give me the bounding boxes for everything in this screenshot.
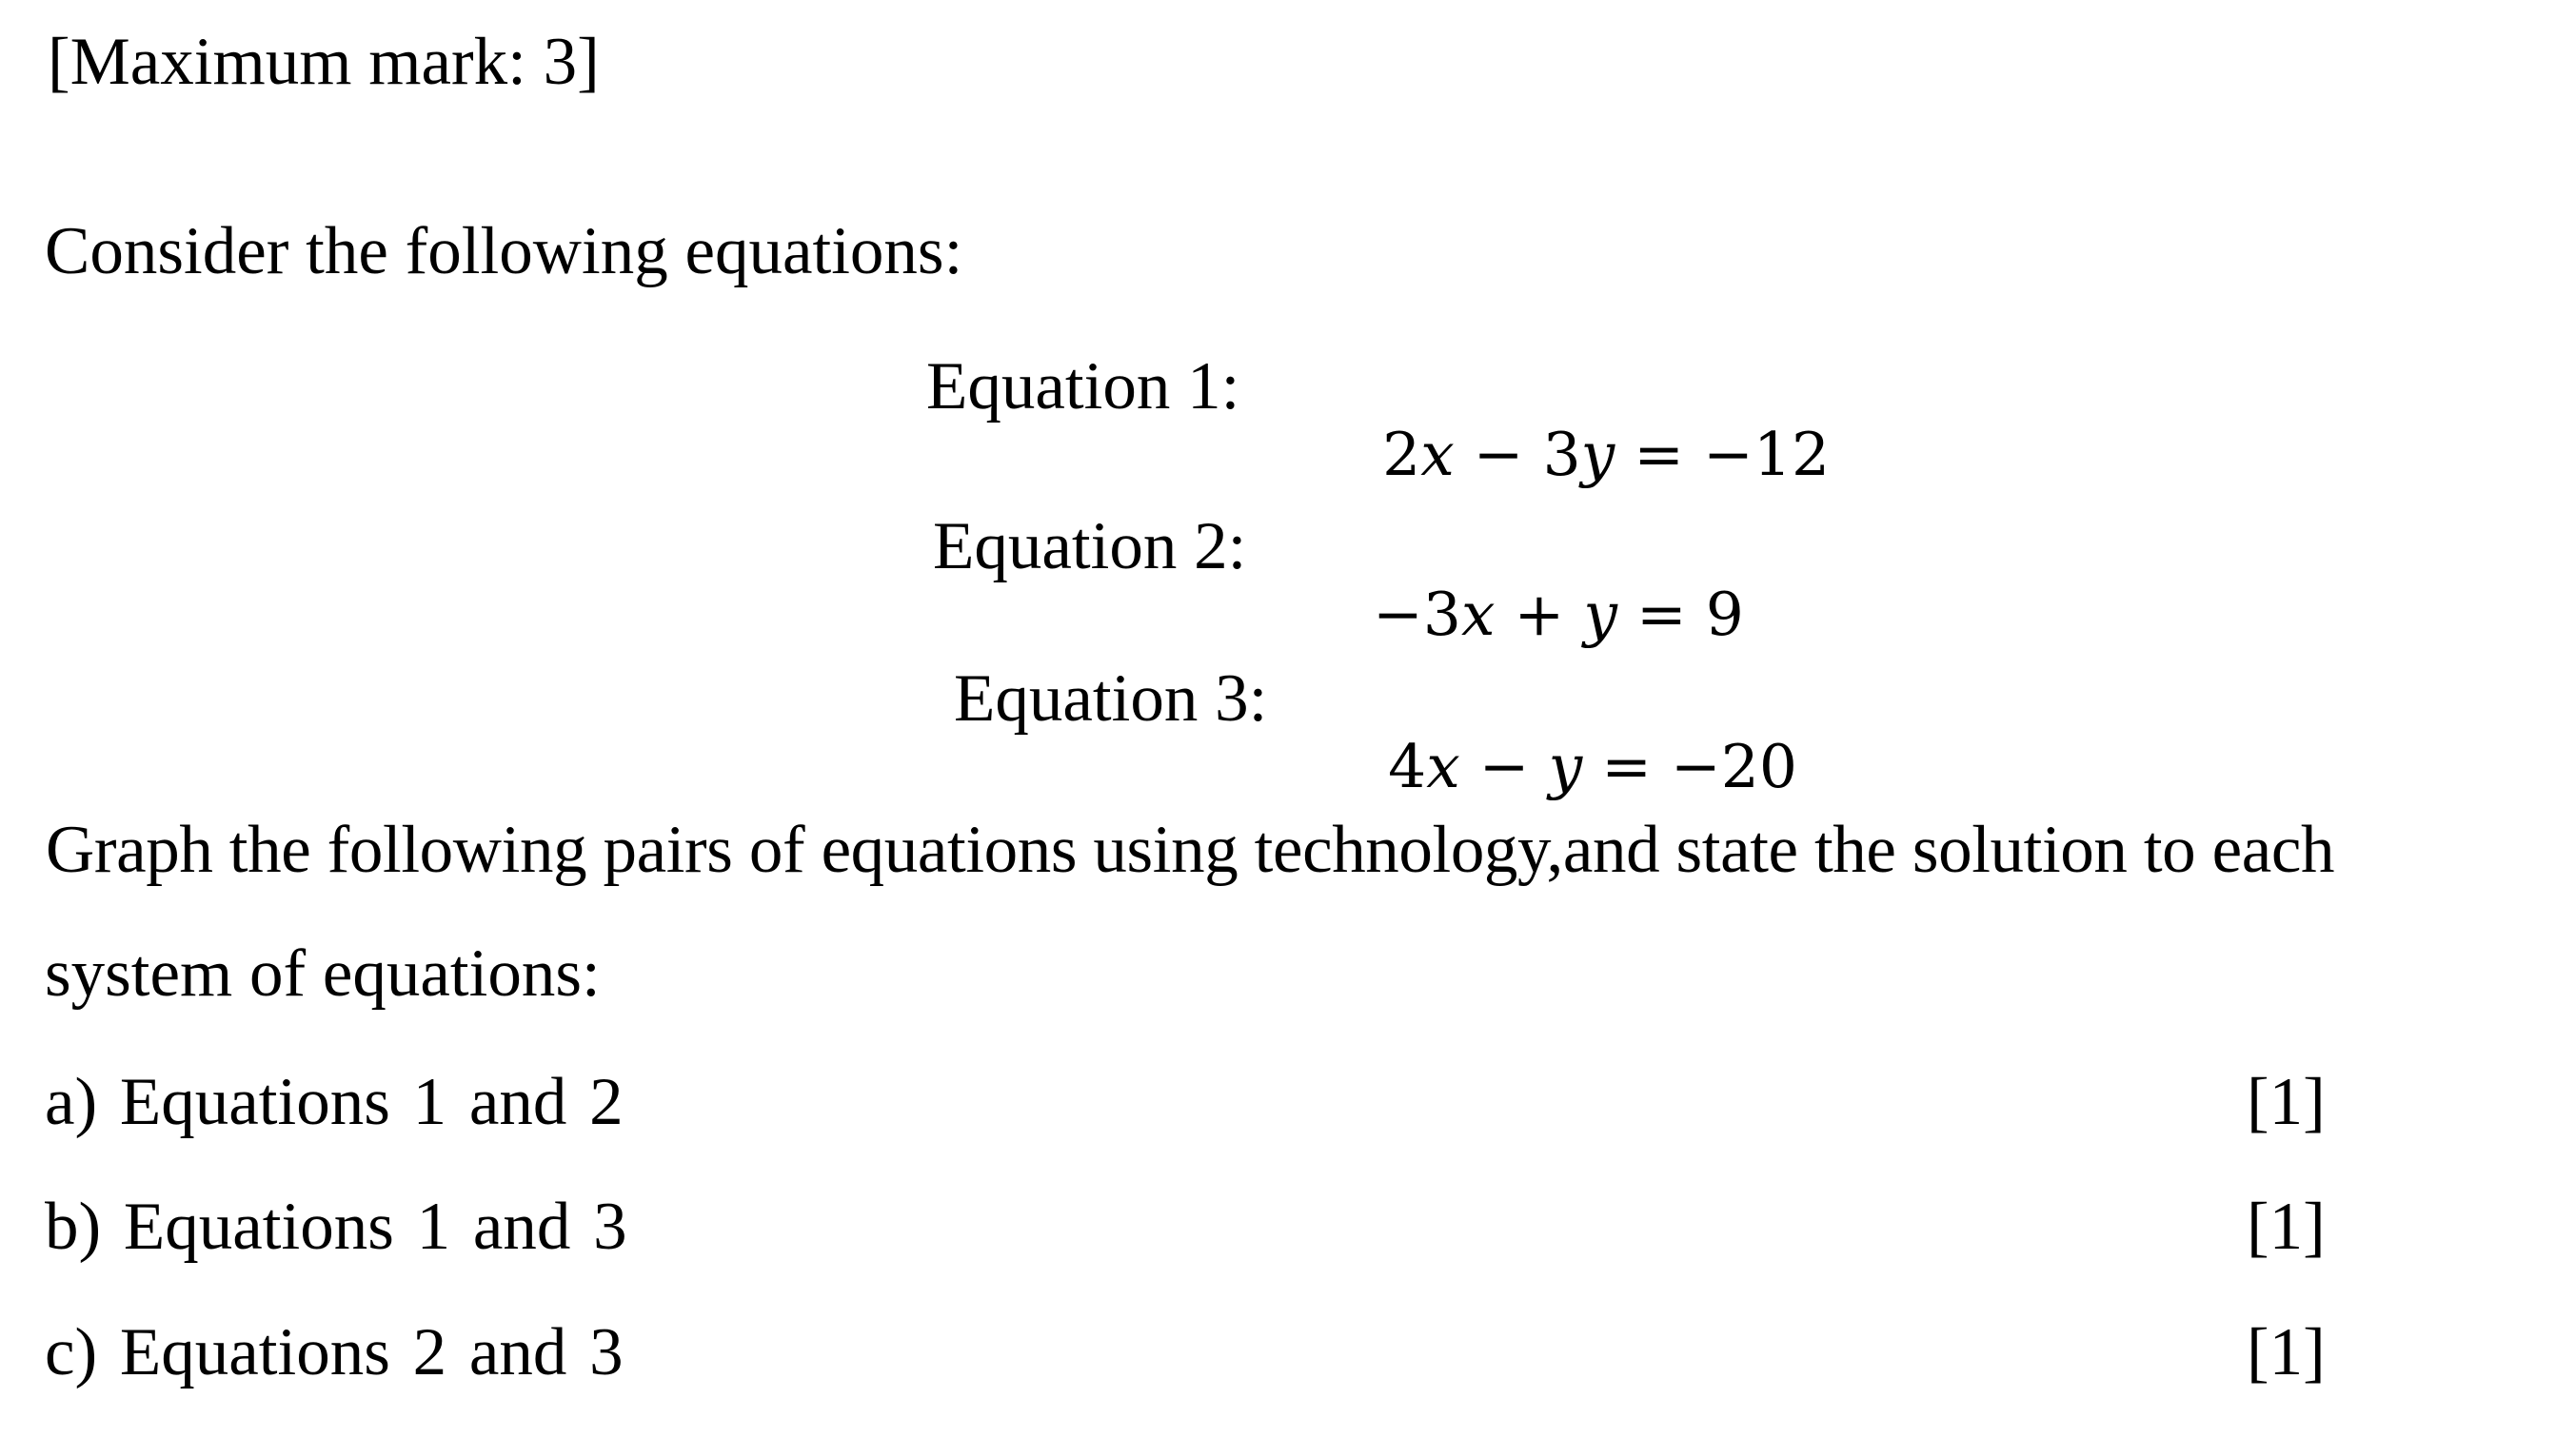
math-variable: x: [1460, 579, 1496, 649]
math-variable: x: [1420, 419, 1455, 489]
math-operator: =: [1615, 419, 1704, 489]
part-a-label: a) Equations 1 and 2: [45, 1065, 624, 1139]
math-token: −3: [1373, 579, 1461, 649]
math-variable: y: [1548, 731, 1583, 801]
math-variable: y: [1583, 579, 1617, 649]
equation-label: Equation 2:: [933, 509, 1247, 583]
math-token: −20: [1671, 731, 1797, 801]
math-operator: −: [1454, 419, 1543, 489]
math-operator: +: [1495, 579, 1584, 649]
math-operator: =: [1616, 579, 1706, 649]
math-operator: −: [1459, 731, 1549, 801]
math-variable: x: [1426, 731, 1460, 801]
math-variable: y: [1580, 419, 1615, 489]
math-operator: =: [1582, 731, 1672, 801]
intro-text: Consider the following equations:: [45, 214, 963, 288]
equation-label: Equation 1:: [926, 349, 1240, 424]
part-b-marks: [1]: [2247, 1190, 2326, 1264]
instruction-line-1: Graph the following pairs of equations using technology,and state the solution to each: [46, 813, 2335, 887]
instruction-line-2: system of equations:: [45, 936, 601, 1011]
part-a-marks: [1]: [2247, 1065, 2326, 1139]
equation-label: Equation 3:: [954, 661, 1268, 736]
math-token: 3: [1542, 419, 1581, 489]
part-c-marks: [1]: [2247, 1315, 2326, 1389]
math-token: 2: [1382, 419, 1421, 489]
maximum-mark-heading: [Maximum mark: 3]: [48, 25, 600, 99]
part-c-label: c) Equations 2 and 3: [45, 1315, 624, 1389]
part-b-label: b) Equations 1 and 3: [45, 1190, 627, 1264]
math-token: 9: [1705, 579, 1744, 649]
math-token: −12: [1703, 419, 1831, 489]
math-token: 4: [1388, 731, 1427, 801]
